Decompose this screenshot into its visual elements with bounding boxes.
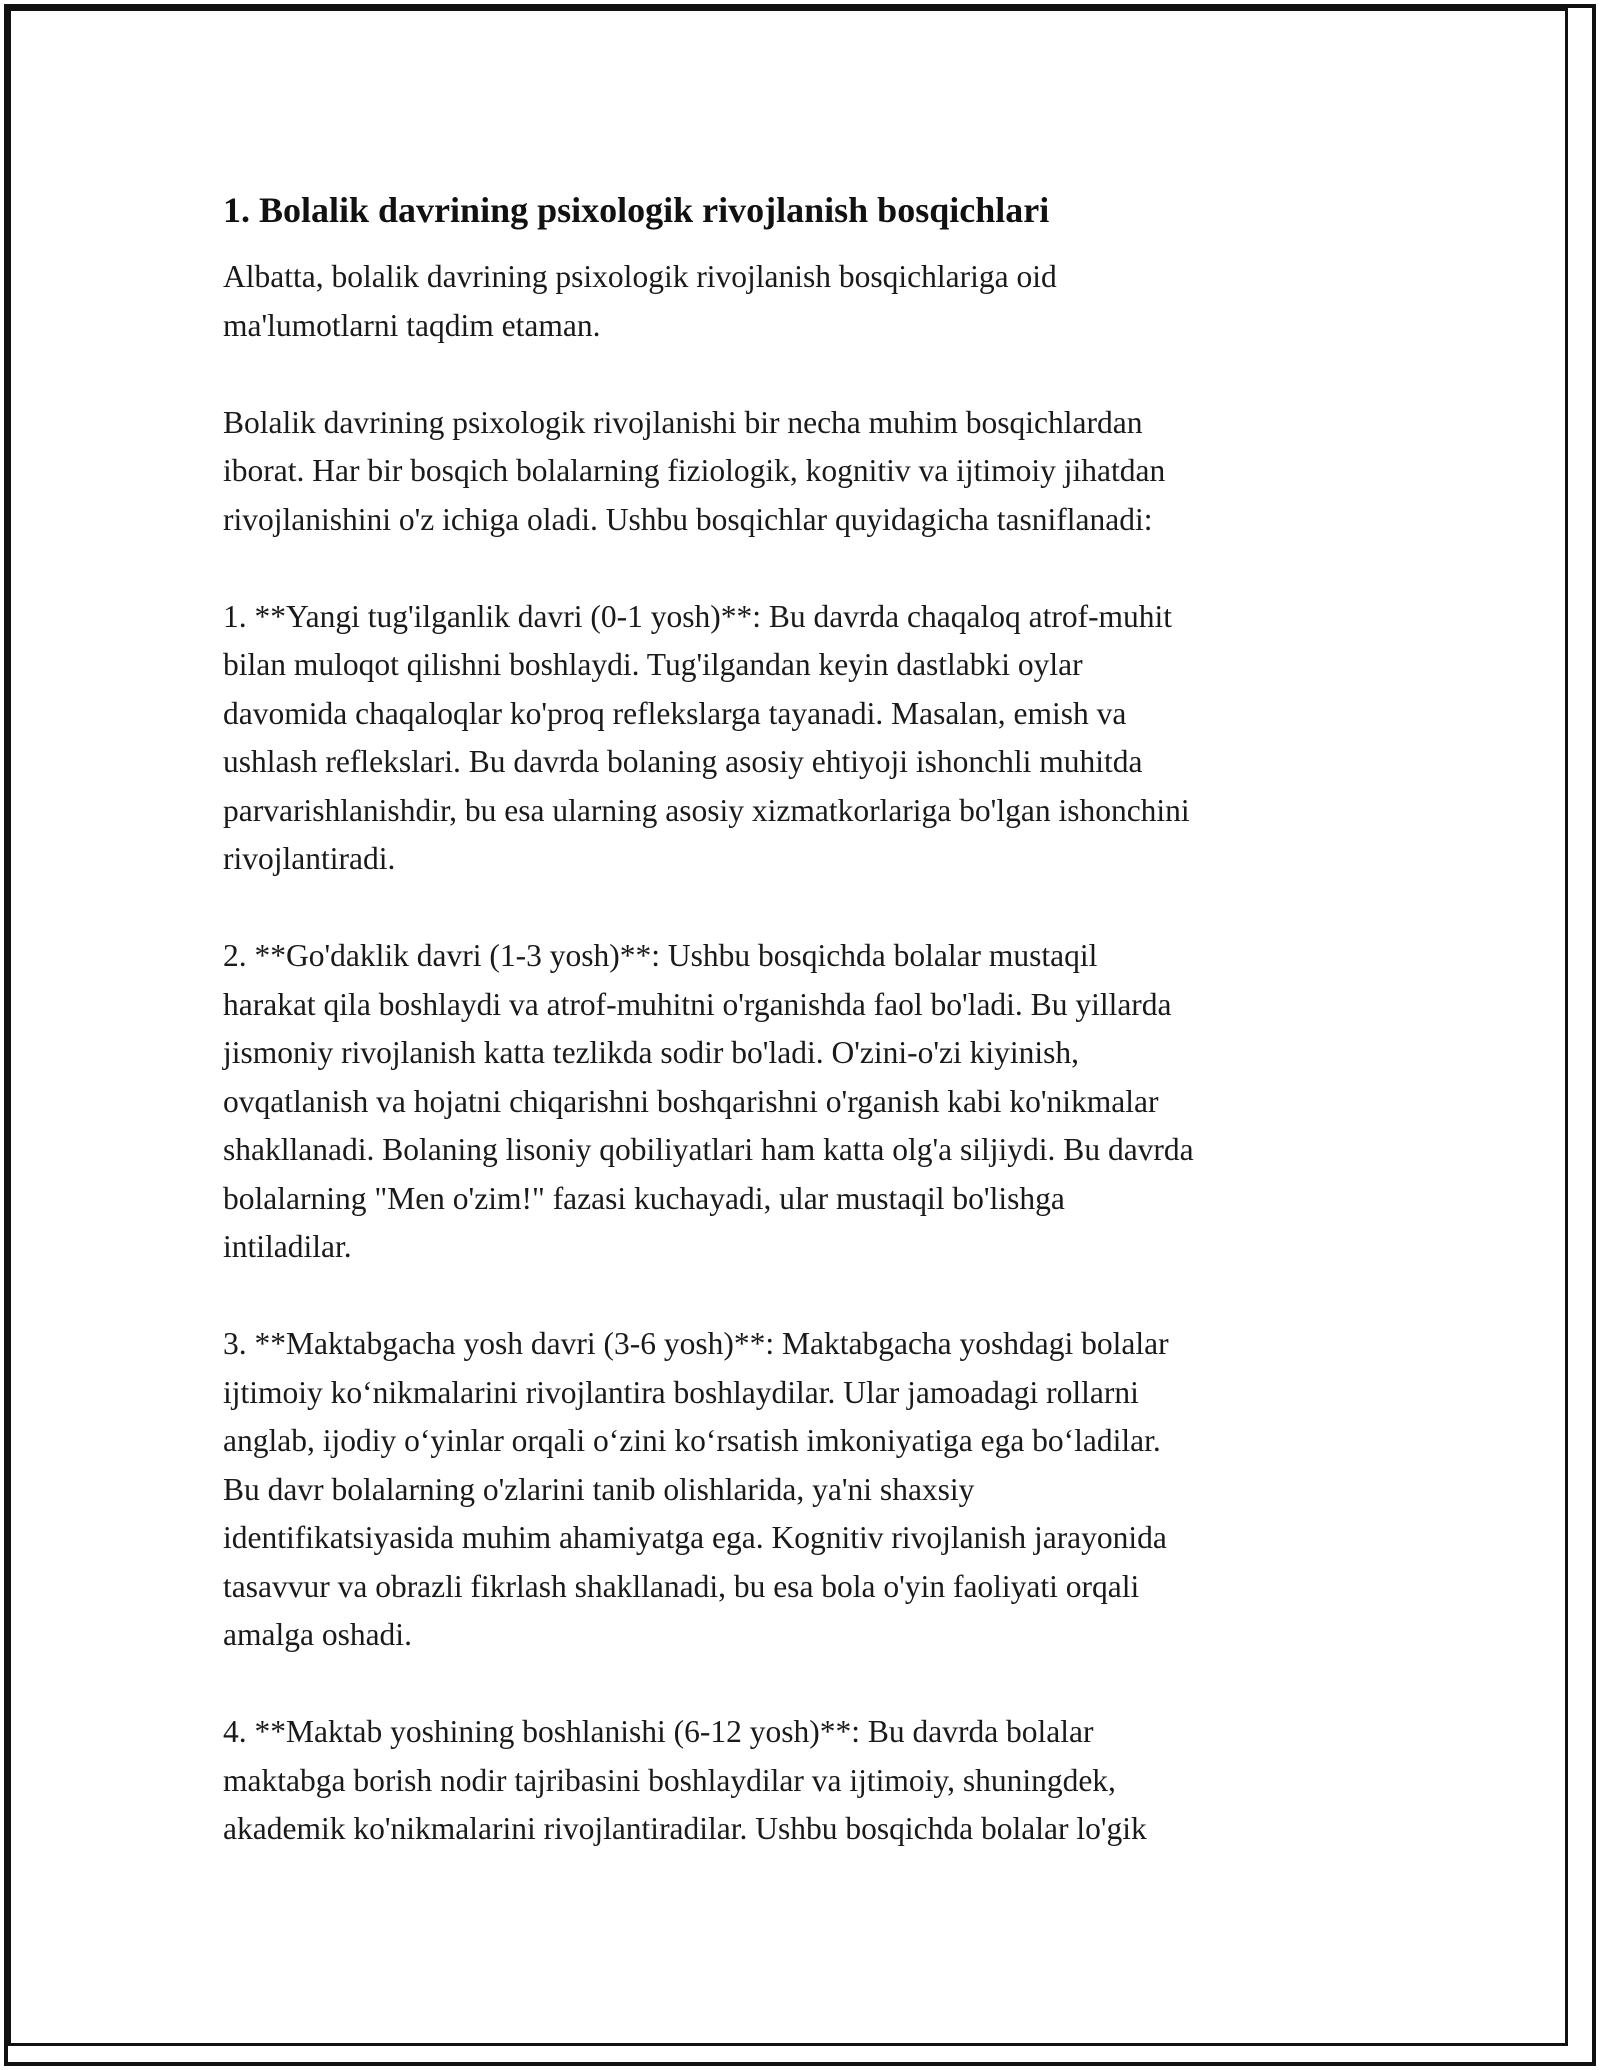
stage-2-paragraph: 2. **Go'daklik davri (1-3 yosh)**: Ushbu bosqichda bolalar mustaqil harakat qila boshlaydi va atrof-muhitni o'rganishda faol bo'ladi. Bu yillarda jismoniy rivojlanish katta tezlikda sodir bo'ladi. O'zini-o'zi kiyinish, ovqatlanish va hojatni chiqarishni boshqarishni o'rganish kabi ko'nikmalar shakllanadi. Bolaning lisoniy qobiliyatlari ham katta olg'a siljiydi. Bu davrda bolalarning "Men o'zim!" fazasi kuchayadi, ular mustaqil bo'lishga intiladilar. [223, 938, 1194, 1264]
stage-1-paragraph: 1. **Yangi tug'ilganlik davri (0-1 yosh)**: Bu davrda chaqaloq atrof-muhit bilan muloqot qilishni boshlaydi. Tug'ilgandan keyin dastlabki oylar davomida chaqaloqlar ko'proq reflekslarga tayanadi. Masalan, emish va ushlash reflekslari. Bu davrda bolaning asosiy ehtiyoji ishonchli muhitda parvarishlanishdir, bu esa ularning asosiy xizmatkorlariga bo'lgan ishonchini rivojlantiradi. [223, 598, 1190, 876]
section-heading: 1. Bolalik davrining psixologik rivojlanish bosqichlari [223, 190, 1050, 230]
stage-4-paragraph: 4. **Maktab yoshining boshlanishi (6-12 yosh)**: Bu davrda bolalar maktabga borish nodir tajribasini boshlaydilar va ijtimoiy, shuningdek, akademik ko'nikmalarini rivojlantiradilar. Ushbu bosqichda bolalar lo'gik [223, 1714, 1147, 1846]
overview-paragraph: Bolalik davrining psixologik rivojlanishi bir necha muhim bosqichlardan iborat. Har bir bosqich bolalarning fiziologik, kognitiv va ijtimoiy jihatdan rivojlanishini o'z ichiga oladi. Ushbu bosqichlar quyidagicha tasniflanadi: [223, 404, 1166, 537]
document-body [223, 186, 1373, 1854]
stage-3-paragraph: 3. **Maktabgacha yosh davri (3-6 yosh)**: Maktabgacha yoshdagi bolalar ijtimoiy ko‘nikmalarini rivojlantira boshlaydilar. Ular jamoadagi rollarni anglab, ijodiy o‘yinlar orqali o‘zini ko‘rsatish imkoniyatiga ega bo‘ladilar. Bu davr bolalarning o'zlarini tanib olishlarida, ya'ni shaxsiy identifikatsiyasida muhim ahamiyatga ega. Kognitiv rivojlanish jarayonida tasavvur va obrazli fikrlash shakllanadi, bu esa bola o'yin faoliyati orqali amalga oshadi. [223, 1326, 1169, 1652]
intro-paragraph: Albatta, bolalik davrining psixologik rivojlanish bosqichlariga oid ma'lumotlarni taqdim etaman. [223, 259, 1057, 343]
